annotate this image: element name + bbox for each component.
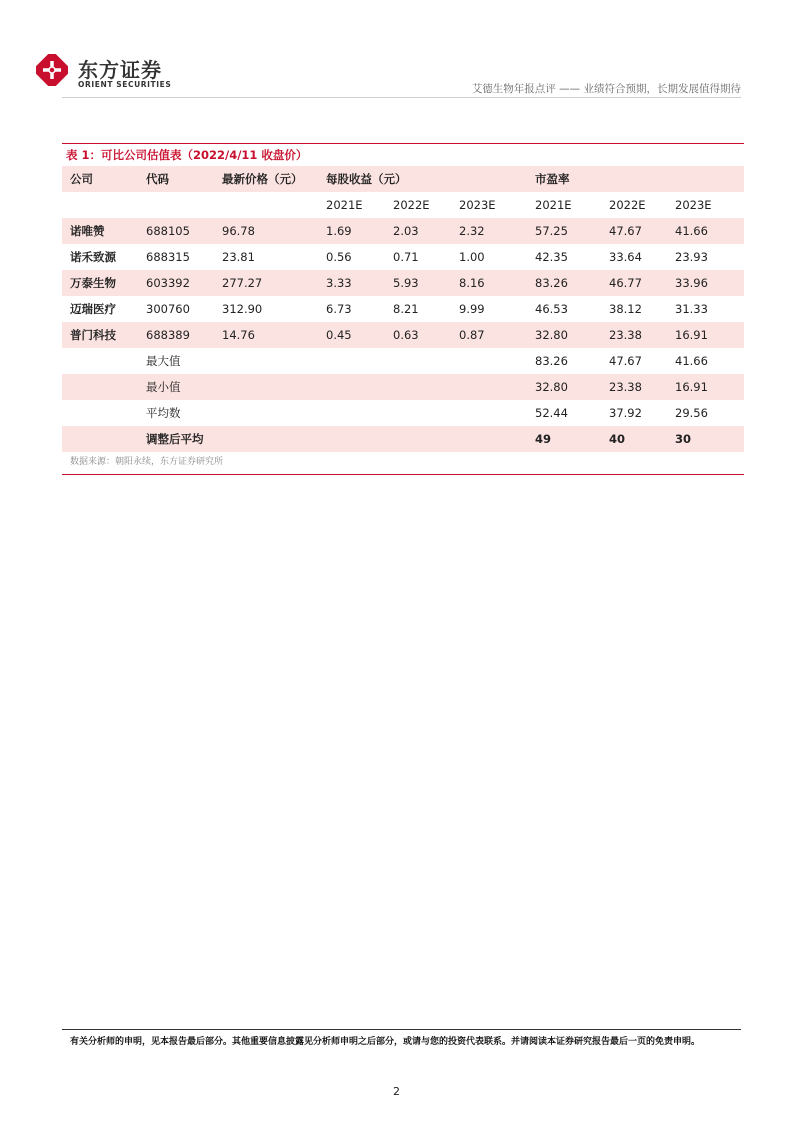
pe-2023: 23.93	[675, 250, 708, 264]
subheader-eps-2022: 2022E	[393, 198, 430, 212]
valuation-table	[62, 166, 744, 452]
table-subheader-row	[62, 192, 744, 218]
summary-pe-2022: 40	[601, 426, 667, 452]
table-row	[62, 296, 744, 322]
company-name: 诺禾致源	[70, 250, 116, 264]
eps-2021: 3.33	[318, 270, 385, 296]
summary-label: 平均数	[146, 406, 181, 420]
brand-name-en: ORIENT SECURITIES	[78, 80, 172, 89]
table-caption: 表 1：可比公司估值表（2022/4/11 收盘价）	[66, 148, 308, 162]
summary-label: 调整后平均	[138, 426, 214, 452]
header-company: 公司	[62, 166, 138, 192]
table-header-row	[62, 166, 744, 192]
eps-2021: 0.45	[318, 322, 385, 348]
subheader-eps-2023: 2023E	[459, 198, 496, 212]
latest-price: 277.27	[214, 270, 318, 296]
stock-code: 688105	[138, 218, 214, 244]
summary-pe-2023: 29.56	[675, 406, 708, 420]
subheader-pe-2022: 2022E	[609, 198, 646, 212]
summary-row-min	[62, 374, 744, 400]
header-eps: 每股收益（元）	[318, 166, 527, 192]
valuation-table-block	[62, 143, 744, 475]
subheader-eps-2021: 2021E	[326, 198, 363, 212]
page-number: 2	[393, 1085, 400, 1098]
summary-pe-2023: 41.66	[675, 354, 708, 368]
eps-2022: 8.21	[393, 302, 419, 316]
summary-pe-2021: 83.26	[535, 354, 568, 368]
pe-2023: 33.96	[667, 270, 744, 296]
header-code: 代码	[138, 166, 214, 192]
table-bottom-rule	[62, 474, 744, 475]
brand-name-cn: 东方证券	[78, 58, 162, 82]
page-header	[36, 50, 741, 98]
summary-row-average	[62, 400, 744, 426]
pe-2023: 41.66	[667, 218, 744, 244]
pe-2021: 32.80	[527, 322, 601, 348]
summary-pe-2022: 47.67	[609, 354, 642, 368]
eps-2023: 2.32	[451, 218, 527, 244]
company-name: 诺唯赞	[62, 218, 138, 244]
eps-2021: 0.56	[326, 250, 352, 264]
footer-divider	[62, 1029, 741, 1030]
eps-2023: 1.00	[459, 250, 485, 264]
latest-price: 14.76	[214, 322, 318, 348]
company-name: 普门科技	[62, 322, 138, 348]
report-title: 艾德生物年报点评 —— 业绩符合预期，长期发展值得期待	[471, 83, 741, 95]
stock-code: 688315	[146, 250, 190, 264]
eps-2021: 1.69	[318, 218, 385, 244]
summary-pe-2021: 32.80	[527, 374, 601, 400]
header-divider	[62, 97, 741, 98]
latest-price: 312.90	[222, 302, 263, 316]
summary-pe-2021: 49	[527, 426, 601, 452]
disclaimer-text: 有关分析师的申明，见本报告最后部分。其他重要信息披露见分析师申明之后部分，或请与您的投资代表联系。并请阅读本证券研究报告最后一页的免责申明。	[70, 1037, 701, 1047]
table-row	[62, 322, 744, 348]
orient-securities-logo-icon	[36, 54, 68, 86]
pe-2021: 46.53	[535, 302, 568, 316]
summary-pe-2022: 23.38	[601, 374, 667, 400]
table-row	[62, 270, 744, 296]
header-pe: 市盈率	[527, 166, 744, 192]
header-price: 最新价格（元）	[214, 166, 318, 192]
summary-pe-2021: 52.44	[535, 406, 568, 420]
company-name: 万泰生物	[62, 270, 138, 296]
eps-2023: 8.16	[451, 270, 527, 296]
eps-2023: 0.87	[451, 322, 527, 348]
pe-2022: 23.38	[601, 322, 667, 348]
table-row	[62, 218, 744, 244]
eps-2022: 5.93	[385, 270, 451, 296]
pe-2022: 33.64	[609, 250, 642, 264]
subheader-pe-2021: 2021E	[535, 198, 572, 212]
pe-2022: 38.12	[609, 302, 642, 316]
pe-2023: 31.33	[675, 302, 708, 316]
eps-2022: 2.03	[385, 218, 451, 244]
pe-2021: 57.25	[527, 218, 601, 244]
latest-price: 96.78	[214, 218, 318, 244]
summary-pe-2022: 37.92	[609, 406, 642, 420]
pe-2022: 47.67	[601, 218, 667, 244]
summary-row-max	[62, 348, 744, 374]
pe-2023: 16.91	[667, 322, 744, 348]
pe-2021: 83.26	[527, 270, 601, 296]
eps-2021: 6.73	[326, 302, 352, 316]
stock-code: 603392	[138, 270, 214, 296]
summary-label: 最小值	[138, 374, 214, 400]
data-source-note: 数据来源：朝阳永续，东方证券研究所	[70, 457, 224, 467]
eps-2022: 0.71	[393, 250, 419, 264]
eps-2023: 9.99	[459, 302, 485, 316]
summary-pe-2023: 30	[667, 426, 744, 452]
subheader-pe-2023: 2023E	[675, 198, 712, 212]
stock-code: 300760	[146, 302, 190, 316]
pe-2022: 46.77	[601, 270, 667, 296]
latest-price: 23.81	[222, 250, 255, 264]
company-name: 迈瑞医疗	[70, 302, 116, 316]
summary-pe-2023: 16.91	[667, 374, 744, 400]
eps-2022: 0.63	[385, 322, 451, 348]
summary-row-adjusted-average	[62, 426, 744, 452]
table-row	[62, 244, 744, 270]
summary-label: 最大值	[146, 354, 181, 368]
stock-code: 688389	[138, 322, 214, 348]
pe-2021: 42.35	[535, 250, 568, 264]
